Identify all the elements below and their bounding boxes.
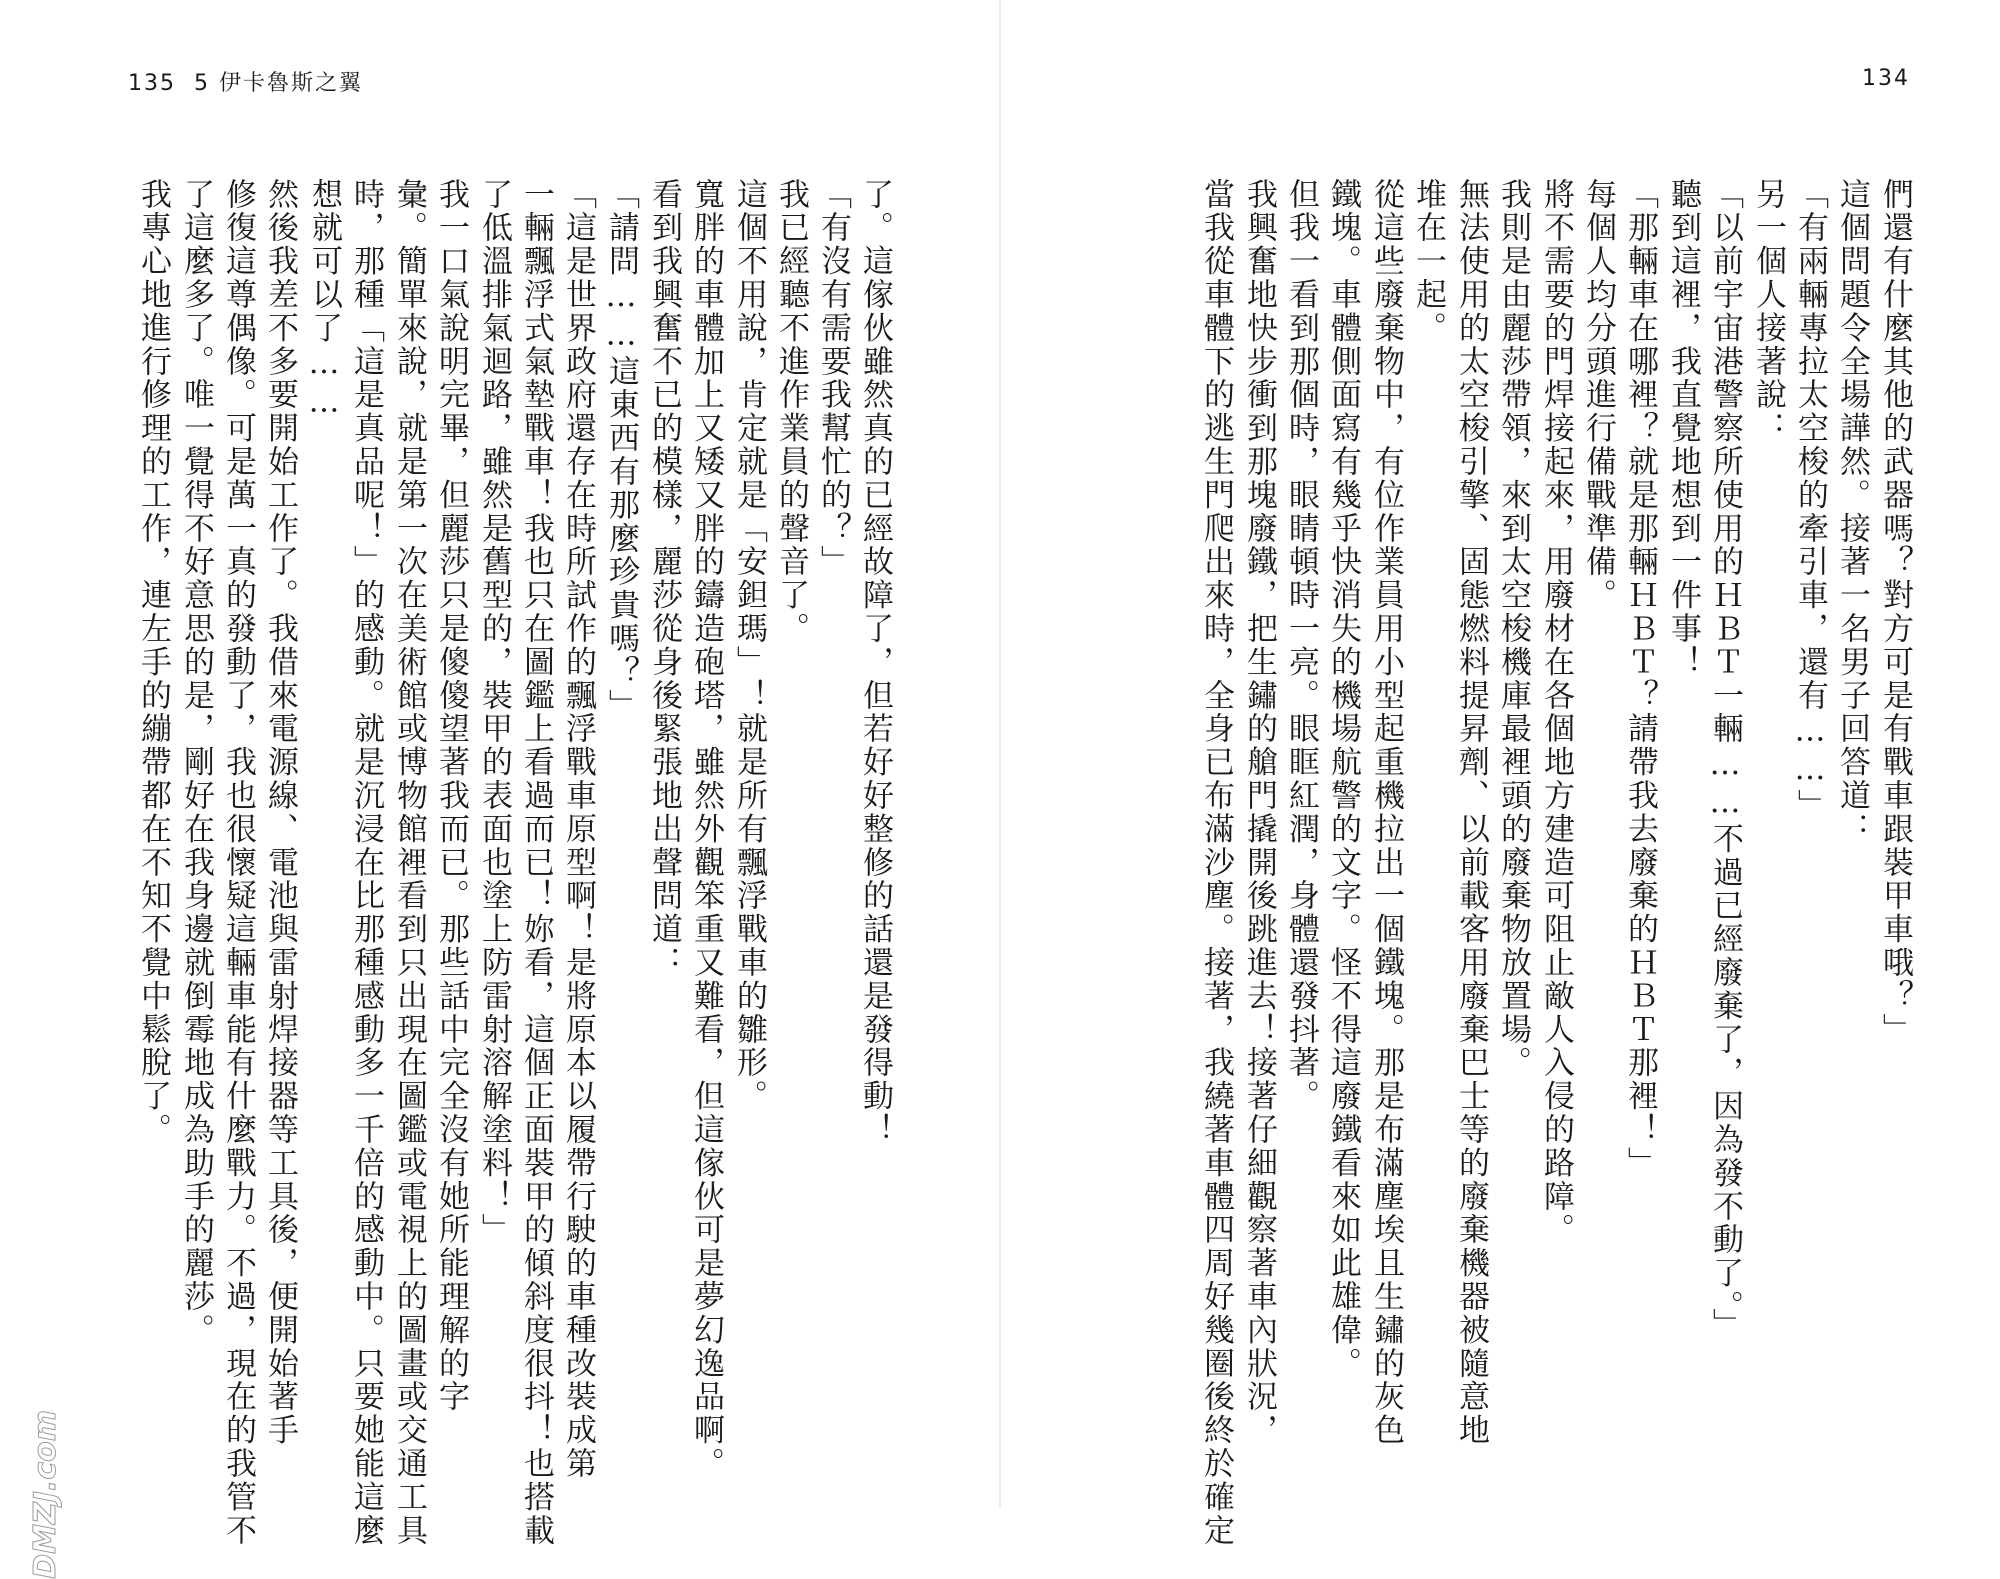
text-column: 我興奮地快步衝到那塊廢鐵，把生鏽的艙門撬開後跳進去！接著仔細觀察著車內狀況， [1241, 178, 1277, 1448]
text-column: 我已經聽不進作業員的聲音了。 [773, 178, 809, 646]
text-column: 堆在一起。 [1410, 178, 1446, 345]
left-page-number: 135 [128, 71, 176, 96]
text-column: 鐵塊。車體側面寫有幾乎快消失的機場航警的文字。怪不得這廢鐵看來如此雄偉。 [1325, 178, 1361, 1381]
text-column: 「有沒有需要我幫忙的？」 [815, 178, 851, 579]
text-column: 每個人均分頭進行備戰準備。 [1580, 178, 1616, 613]
text-column: 「有兩輛專拉太空梭的牽引車，還有……」 [1792, 178, 1828, 823]
text-column: 「那輛車在哪裡？就是那輛ＨＢＴ？請帶我去廢棄的ＨＢＴ那裡！」 [1622, 178, 1658, 1180]
text-column: 這個問題令全場譁然。接著一名男子回答道： [1834, 178, 1870, 846]
text-column: 這個不用說，肯定就是「安鉭瑪」！就是所有飄浮戰車的雛形。 [731, 178, 767, 1114]
text-column: 我一口氣說明完畢，但麗莎只是傻傻望著我而已。那些話中完全沒有她所能理解的字 [433, 178, 469, 1414]
chapter-title: 5 伊卡魯斯之翼 [194, 71, 363, 96]
text-column: 然後我差不多要開始工作了。我借來電源線、電池與雷射焊接器等工具後，便開始著手 [262, 178, 298, 1448]
text-column: 一輛飄浮式氣墊戰車！我也只在圖鑑上看過而已！妳看，這個正面裝甲的傾斜度很抖！也搭載 [518, 178, 554, 1548]
text-column: 想就可以了…… [306, 178, 342, 422]
text-column: 從這些廢棄物中，有位作業員用小型起重機拉出一個鐵塊。那是布滿塵埃且生鏽的灰色 [1368, 178, 1404, 1448]
right-page [1000, 0, 2000, 1548]
text-column: 們還有什麼其他的武器嗎？對方可是有戰車跟裝甲車哦？」 [1877, 178, 1913, 1047]
text-column: 另一個人接著說： [1750, 178, 1786, 446]
text-column: 將不需要的門焊接起來，用廢材在各個地方建造可阻止敵人入侵的路障。 [1538, 178, 1574, 1247]
text-column: 當我從車體下的逃生門爬出來時，全身已布滿沙塵。接著，我繞著車體四周好幾圈後終於確定 [1198, 178, 1234, 1548]
text-column: 我專心地進行修理的工作，連左手的繃帶都在不知不覺中鬆脫了。 [135, 178, 171, 1147]
left-page-header [128, 66, 363, 97]
right-page-number: 134 [1862, 66, 1910, 91]
text-column: 時，那種「這是真品呢！」的感動。就是沉浸在比那種感動多一千倍的感動中。只要她能這麼 [348, 178, 384, 1548]
text-column: 「這是世界政府還存在時所試作的飄浮戰車原型啊！是將原本以履帶行駛的車種改裝成第 [560, 178, 596, 1481]
text-column: 「請問……這東西有那麼珍貴嗎？」 [603, 178, 639, 723]
text-column: 但我一看到那個時，眼睛頓時一亮。眼眶紅潤，身體還發抖著。 [1283, 178, 1319, 1114]
text-column: 無法使用的太空梭引擎、固態燃料提昇劑、以前載客用廢棄巴士等的廢棄機器被隨意地 [1453, 178, 1489, 1448]
text-column: 看到我興奮不已的模樣，麗莎從身後緊張地出聲問道： [646, 178, 682, 980]
text-column: 彙。簡單來說，就是第一次在美術館或博物館裡看到只出現在圖鑑或電視上的圖畫或交通工具 [391, 178, 427, 1548]
text-column: 修復這尊偶像。可是萬一真的發動了，我也很懷疑這輛車能有什麼戰力。不過，現在的我管不 [220, 178, 256, 1548]
text-column: 我則是由麗莎帶領，來到太空梭機庫最裡頭的廢棄物放置場。 [1495, 178, 1531, 1080]
text-column: 「以前宇宙港警察所使用的ＨＢＴ一輛……不過已經廢棄了，因為發不動了。」 [1707, 178, 1743, 1342]
text-column: 寬胖的車體加上又矮又胖的鑄造砲塔，雖然外觀笨重又難看，但這傢伙可是夢幻逸品啊。 [688, 178, 724, 1481]
text-column: 了。這傢伙雖然真的已經故障了，但若好好整修的話還是發得動！ [857, 178, 893, 1147]
text-column: 了低溫排氣迴路，雖然是舊型的，裝甲的表面也塗上防雷射溶解塗料！」 [476, 178, 512, 1247]
text-column: 聽到這裡，我直覺地想到一件事！ [1665, 178, 1701, 679]
watermark-logo: DMZJ.com [28, 1410, 63, 1579]
text-column: 了這麼多了。唯一覺得不好意思的是，剛好在我身邊就倒霉地成為助手的麗莎。 [178, 178, 214, 1347]
left-page [0, 0, 1000, 1548]
